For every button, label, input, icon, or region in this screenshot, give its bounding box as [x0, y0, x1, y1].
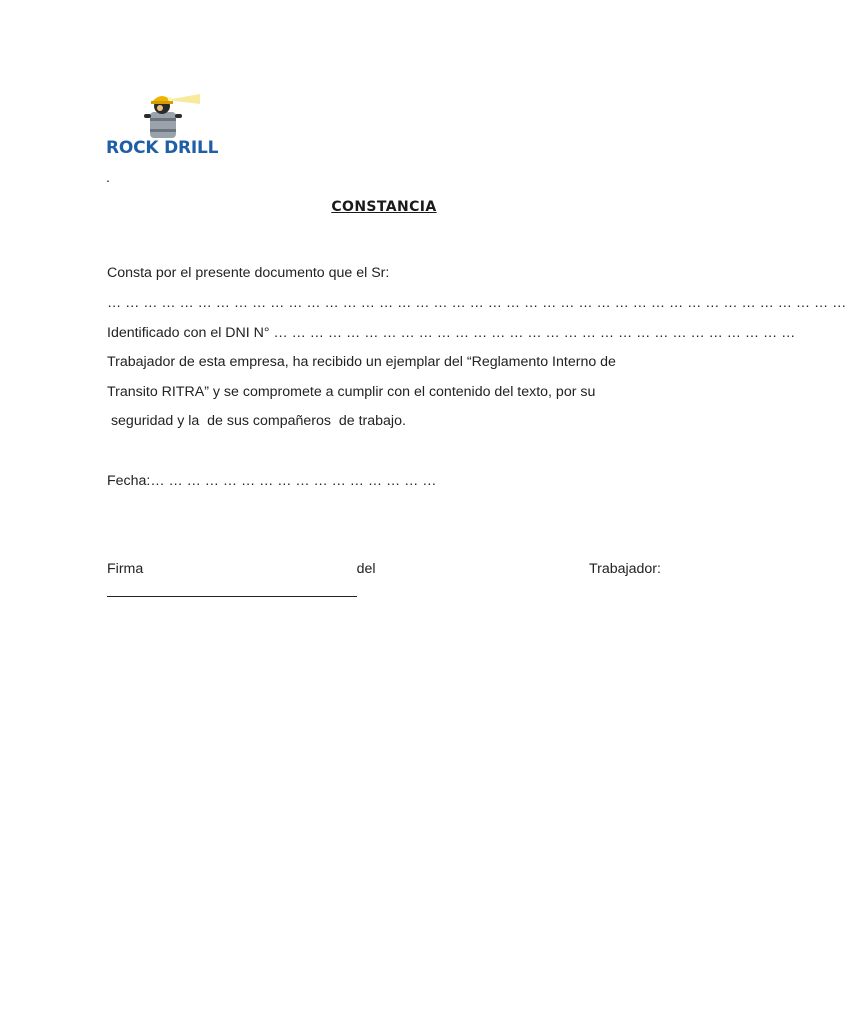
rock-drill-logo	[104, 90, 224, 158]
name-fill-line: … … … … … … … … … … … … … … … … … … … … … … … … … … … … … … … … … … … … … … … … …	[107, 295, 846, 311]
signature-line	[107, 596, 357, 597]
miner-mascot-icon	[104, 90, 224, 140]
marker-dot: .	[106, 169, 110, 185]
trabajador-word: Trabajador:	[588, 561, 661, 577]
firma-row	[107, 561, 661, 577]
body-line-4: Trabajador de esta empresa, ha recibido un ejemplar del “Reglamento Interno de	[107, 354, 616, 370]
logo-text: ROCK DRILL	[106, 138, 219, 158]
document-title	[0, 199, 768, 215]
fecha-line: Fecha:… … … … … … … … … … … … … … … …	[107, 473, 437, 489]
dni-line: Identificado con el DNI N° … … … … … … … … … … … … … … … … … … … … … … … … … … … … …	[107, 325, 796, 341]
body-line-1: Consta por el presente documento que el Sr:	[107, 265, 390, 281]
firma-word: Firma	[107, 561, 144, 577]
body-line-6: seguridad y la de sus compañeros de trabajo.	[107, 413, 406, 429]
body-line-5: Transito RITRA” y se compromete a cumplir con el contenido del texto, por su	[107, 384, 596, 400]
del-word: del	[356, 561, 376, 577]
title-text: CONSTANCIA	[331, 199, 437, 215]
